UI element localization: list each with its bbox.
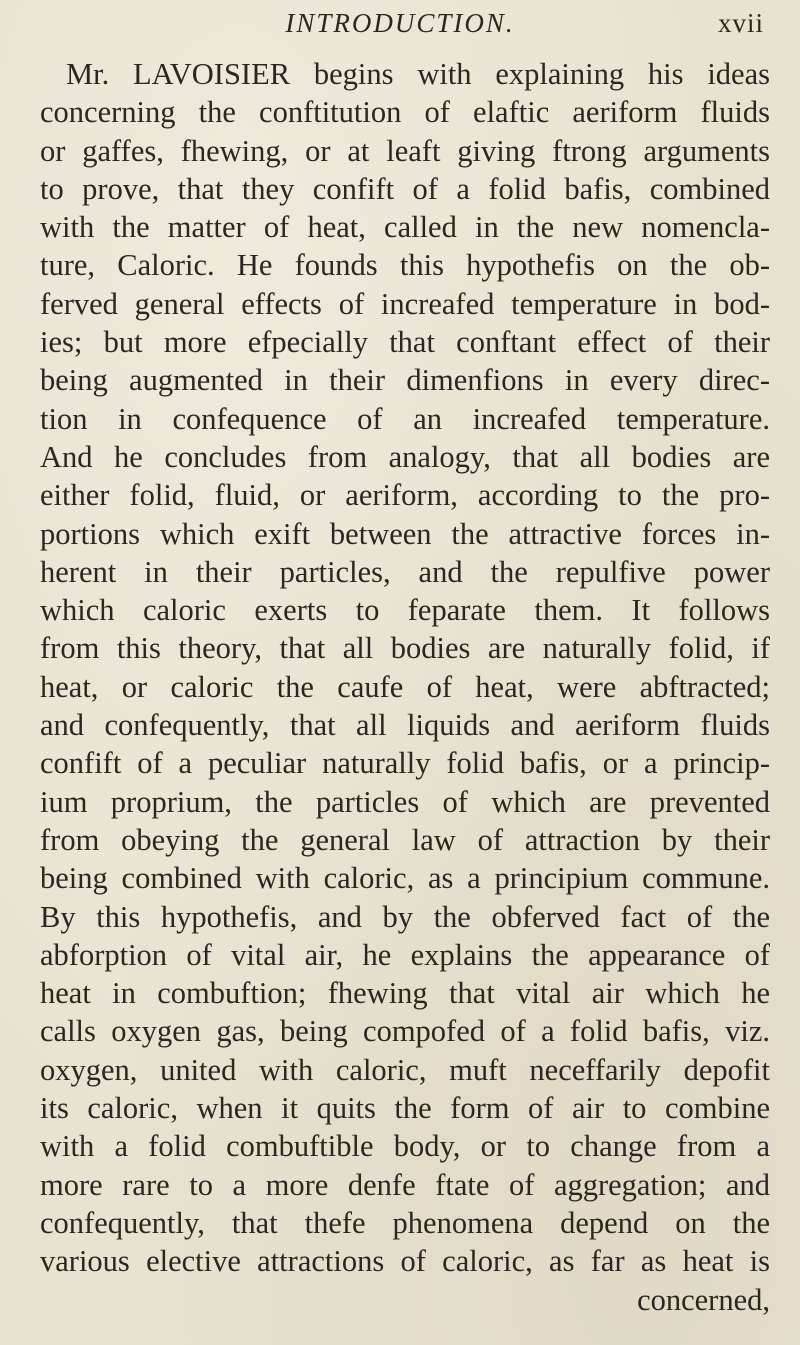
text-line: tion in confequence of an increafed temperature. [40,401,770,436]
text-line: and confequently, that all liquids and aeriform fluids [40,708,770,743]
text-line: portions which exift between the attractive forces in- [40,516,770,551]
text-line: ferved general effects of increafed temperature in bod- [40,286,770,321]
running-head [0,6,800,46]
text-line: ies; but more efpecially that conftant effect of their [40,325,770,360]
page-number: xvii [717,8,764,38]
text-line: which caloric exerts to feparate them. It follows [40,593,770,628]
text-line: abforption of vital air, he explains the appearance of [40,937,770,972]
text-line: being augmented in their dimenfions in every direc- [40,363,770,398]
text-line: confift of a peculiar naturally folid bafis, or a princip- [40,746,770,781]
text-line: from obeying the general law of attraction by their [40,822,770,857]
text-line: herent in their particles, and the repulfive power [40,554,770,589]
text-line: By this hypothefis, and by the obferved fact of the [40,899,770,934]
text-line: Mr. LAVOISIER begins with explaining his ideas [66,57,770,91]
text-line: calls oxygen gas, being compofed of a folid bafis, viz. [40,1014,770,1049]
catchword: concerned, [637,1282,770,1317]
text-line: or gaffes, fhewing, or at leaft giving ftrong arguments [40,133,770,168]
text-line: with a folid combuftible body, or to change from a [40,1129,770,1164]
text-line: concerning the conftitution of elaftic aeriform fluids [40,95,770,130]
text-line: heat in combuftion; fhewing that vital air which he [40,976,770,1011]
text-line: more rare to a more denfe ftate of aggregation; and [40,1167,770,1202]
text-line: being combined with caloric, as a principium commune. [40,861,770,896]
body-text [40,55,770,1319]
text-line: various elective attractions of caloric, as far as heat is [40,1244,770,1279]
text-line: to prove, that they confift of a folid bafis, combined [40,171,770,206]
text-line: ture, Caloric. He founds this hypothefis on the ob- [40,248,770,283]
text-line: from this theory, that all bodies are naturally folid, if [40,631,770,666]
text-line: oxygen, united with caloric, muft neceffarily depofit [40,1052,770,1087]
text-line: ium proprium, the particles of which are prevented [40,784,770,819]
text-line: either folid, fluid, or aeriform, according to the pro- [40,478,770,513]
text-line: its caloric, when it quits the form of air to combine [40,1091,770,1126]
text-line: with the matter of heat, called in the new nomencla- [40,210,770,245]
text-line: heat, or caloric the caufe of heat, were abftracted; [40,669,770,704]
text-line: And he concludes from analogy, that all bodies are [40,439,770,474]
running-title: INTRODUCTION. [285,8,515,38]
text-line: confequently, that thefe phenomena depend on the [40,1205,770,1240]
